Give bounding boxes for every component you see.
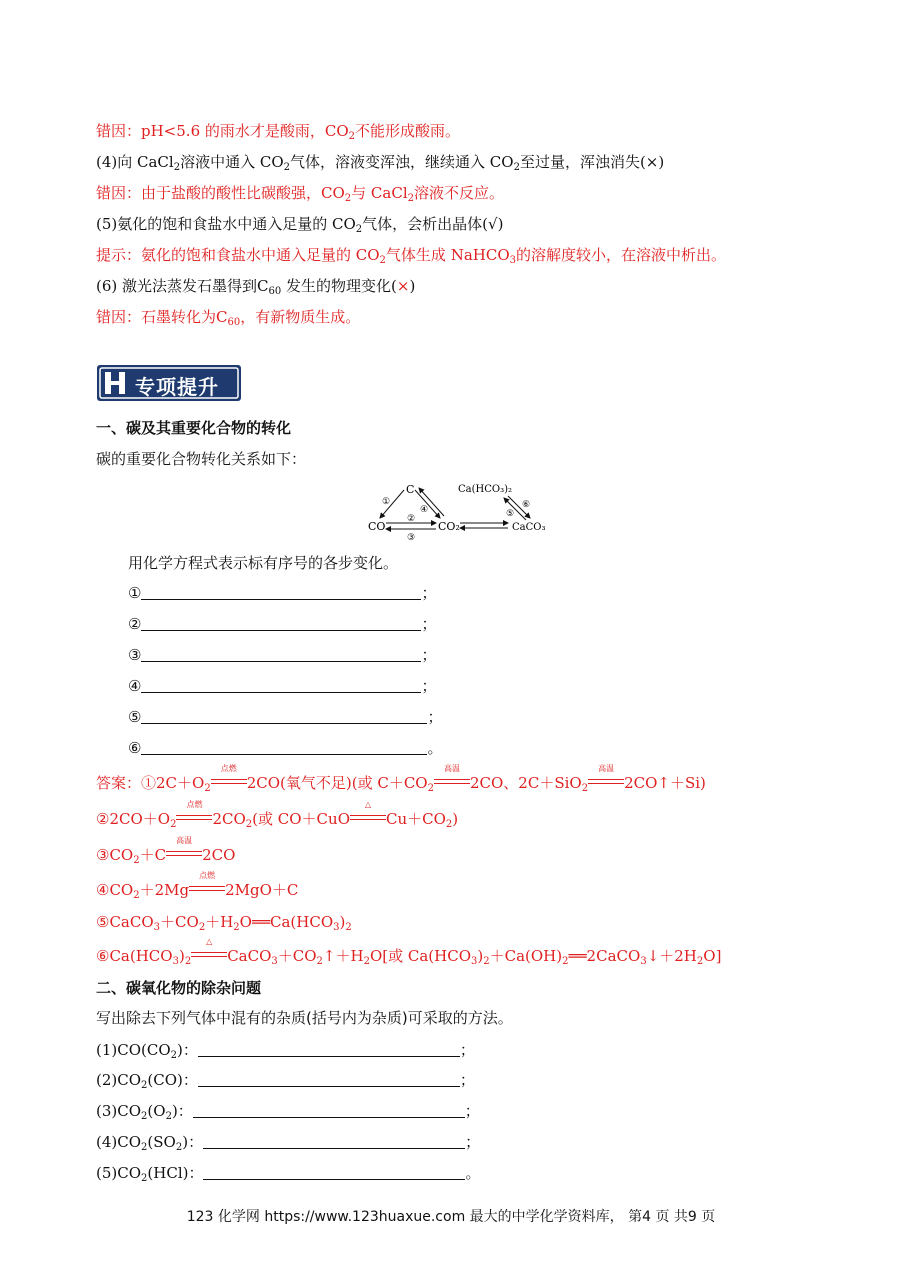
purify-item-1: $(1)CO(CO_2)$： ； <box>96 1041 475 1061</box>
label-1: ① <box>382 497 391 507</box>
hint-line-5: 提示：氨化的饱和食盐水中通入足量的 $CO_2$气体生成 NaHCO$_3$的溶解度较小，在溶液中析出。 <box>96 246 727 266</box>
label-6: ⑥ <box>522 500 531 510</box>
error-line-6: 错因：石墨转化为$C_{60}$，有新物质生成。 <box>96 308 361 328</box>
answer-blank[interactable] <box>141 585 421 600</box>
answer-blank[interactable] <box>203 1165 465 1180</box>
answer-blank[interactable] <box>141 647 421 662</box>
section1-intro: 碳的重要化合物转化关系如下： <box>96 450 307 468</box>
node-CO2: CO₂ <box>438 520 460 533</box>
carbon-conversion-diagram <box>360 476 560 544</box>
equation-number: ① <box>128 584 142 602</box>
answer-6: $⑥Ca(HCO_3)_2$ △ $CaCO_3+CO_2↑+H_2O$[或 $Ca(HCO_3)_2+Ca(OH)_2══2CaCO_3↓+2H_2O$] <box>96 937 722 967</box>
purify-item-5: $(5)CO_2(HCl)$： 。 <box>96 1164 481 1184</box>
equation-blank-row <box>128 707 442 727</box>
equation-number: ④ <box>128 677 142 695</box>
label-4: ④ <box>420 505 429 515</box>
equation-number: ⑤ <box>128 708 142 726</box>
section1-prompt: 用化学方程式表示标有序号的各步变化。 <box>128 554 399 572</box>
node-CaHCO3: Ca(HCO₃)₂ <box>458 484 513 495</box>
purify-item-2: $(2)CO_2(CO)$： ； <box>96 1071 475 1091</box>
label-3: ③ <box>407 533 416 543</box>
error-line-1: 错因：pH<5.6 的雨水才是酸雨，$CO_2$不能形成酸雨。 <box>96 122 461 142</box>
purify-item-3: $(3)CO_2(O_2)$： ； <box>96 1102 480 1122</box>
page-footer: 123 化学网 https://www.123huaxue.com 最大的中学化学资料库， 第4 页 共9 页 <box>186 1209 716 1225</box>
node-C: C <box>406 483 415 496</box>
line-end-punctuation: ； <box>421 646 437 664</box>
label-2: ② <box>407 514 416 524</box>
answer-5: $⑤CaCO_3+CO_2+H_2O══Ca(HCO_3)_2$ <box>96 913 352 933</box>
line-end-punctuation: ； <box>421 584 437 602</box>
purify-item-4: $(4)CO_2(SO_2)$： ； <box>96 1133 481 1153</box>
equation-blank-row <box>128 645 436 665</box>
label-5: ⑤ <box>506 509 515 519</box>
line-end-punctuation: ； <box>427 708 443 726</box>
question-6: (6) 激光法蒸发石墨得到$C_{60}$ 发生的物理变化(×) <box>96 277 416 297</box>
node-CaCO3: CaCO₃ <box>512 522 546 533</box>
line-end-punctuation: 。 <box>427 739 443 757</box>
equation-number: ③ <box>128 646 142 664</box>
section1-title: 一、碳及其重要化合物的转化 <box>96 419 292 437</box>
answer-blank[interactable] <box>141 678 421 693</box>
answer-4: $④CO_2+2Mg$ 点燃 2MgO＋C <box>96 871 299 901</box>
node-CO: CO <box>368 520 386 533</box>
section2-intro: 写出除去下列气体中混有的杂质(括号内为杂质)可采取的方法。 <box>96 1009 513 1027</box>
answer-blank[interactable] <box>198 1042 460 1057</box>
badge-label: 专项提升 <box>135 375 219 399</box>
answer-blank[interactable] <box>141 740 427 755</box>
section-badge <box>97 363 241 403</box>
answer-3: $③CO_2+C$ 高温 2CO <box>96 836 236 866</box>
answer-blank[interactable] <box>141 616 421 631</box>
answer-blank[interactable] <box>193 1103 465 1118</box>
equation-number: ② <box>128 615 142 633</box>
equation-blank-row <box>128 614 436 634</box>
answer-blank[interactable] <box>203 1134 465 1149</box>
equation-blank-row <box>128 676 436 696</box>
equation-blank-row <box>128 738 442 758</box>
line-end-punctuation: ； <box>421 615 437 633</box>
answer-1: 答案：$①2C+O_2$ 点燃 2CO(氧气不足)(或 $C+CO_2$ 高温 2CO、2C＋SiO$_2$ 高温 2CO↑＋Si) <box>96 764 706 794</box>
answer-2: $②2CO+O_2$ 点燃 $2CO_2$(或 CO＋CuO △ $Cu+CO_2$) <box>96 800 459 830</box>
equation-number: ⑥ <box>128 739 142 757</box>
line-end-punctuation: ； <box>421 677 437 695</box>
section2-title: 二、碳氧化物的除杂问题 <box>96 979 262 997</box>
question-4: (4)向 CaCl$_2$溶液中通入 $CO_2$气体，溶液变浑浊，继续通入 $CO_2$至过量，浑浊消失(×) <box>96 153 665 173</box>
question-5: (5)氨化的饱和食盐水中通入足量的 $CO_2$气体，会析出晶体(√) <box>96 215 504 235</box>
answer-blank[interactable] <box>141 709 427 724</box>
equation-blank-row <box>128 583 436 603</box>
error-line-4: 错因：由于盐酸的酸性比碳酸强，$CO_2$与 CaCl$_2$溶液不反应。 <box>96 184 505 204</box>
answer-blank[interactable] <box>198 1072 460 1087</box>
